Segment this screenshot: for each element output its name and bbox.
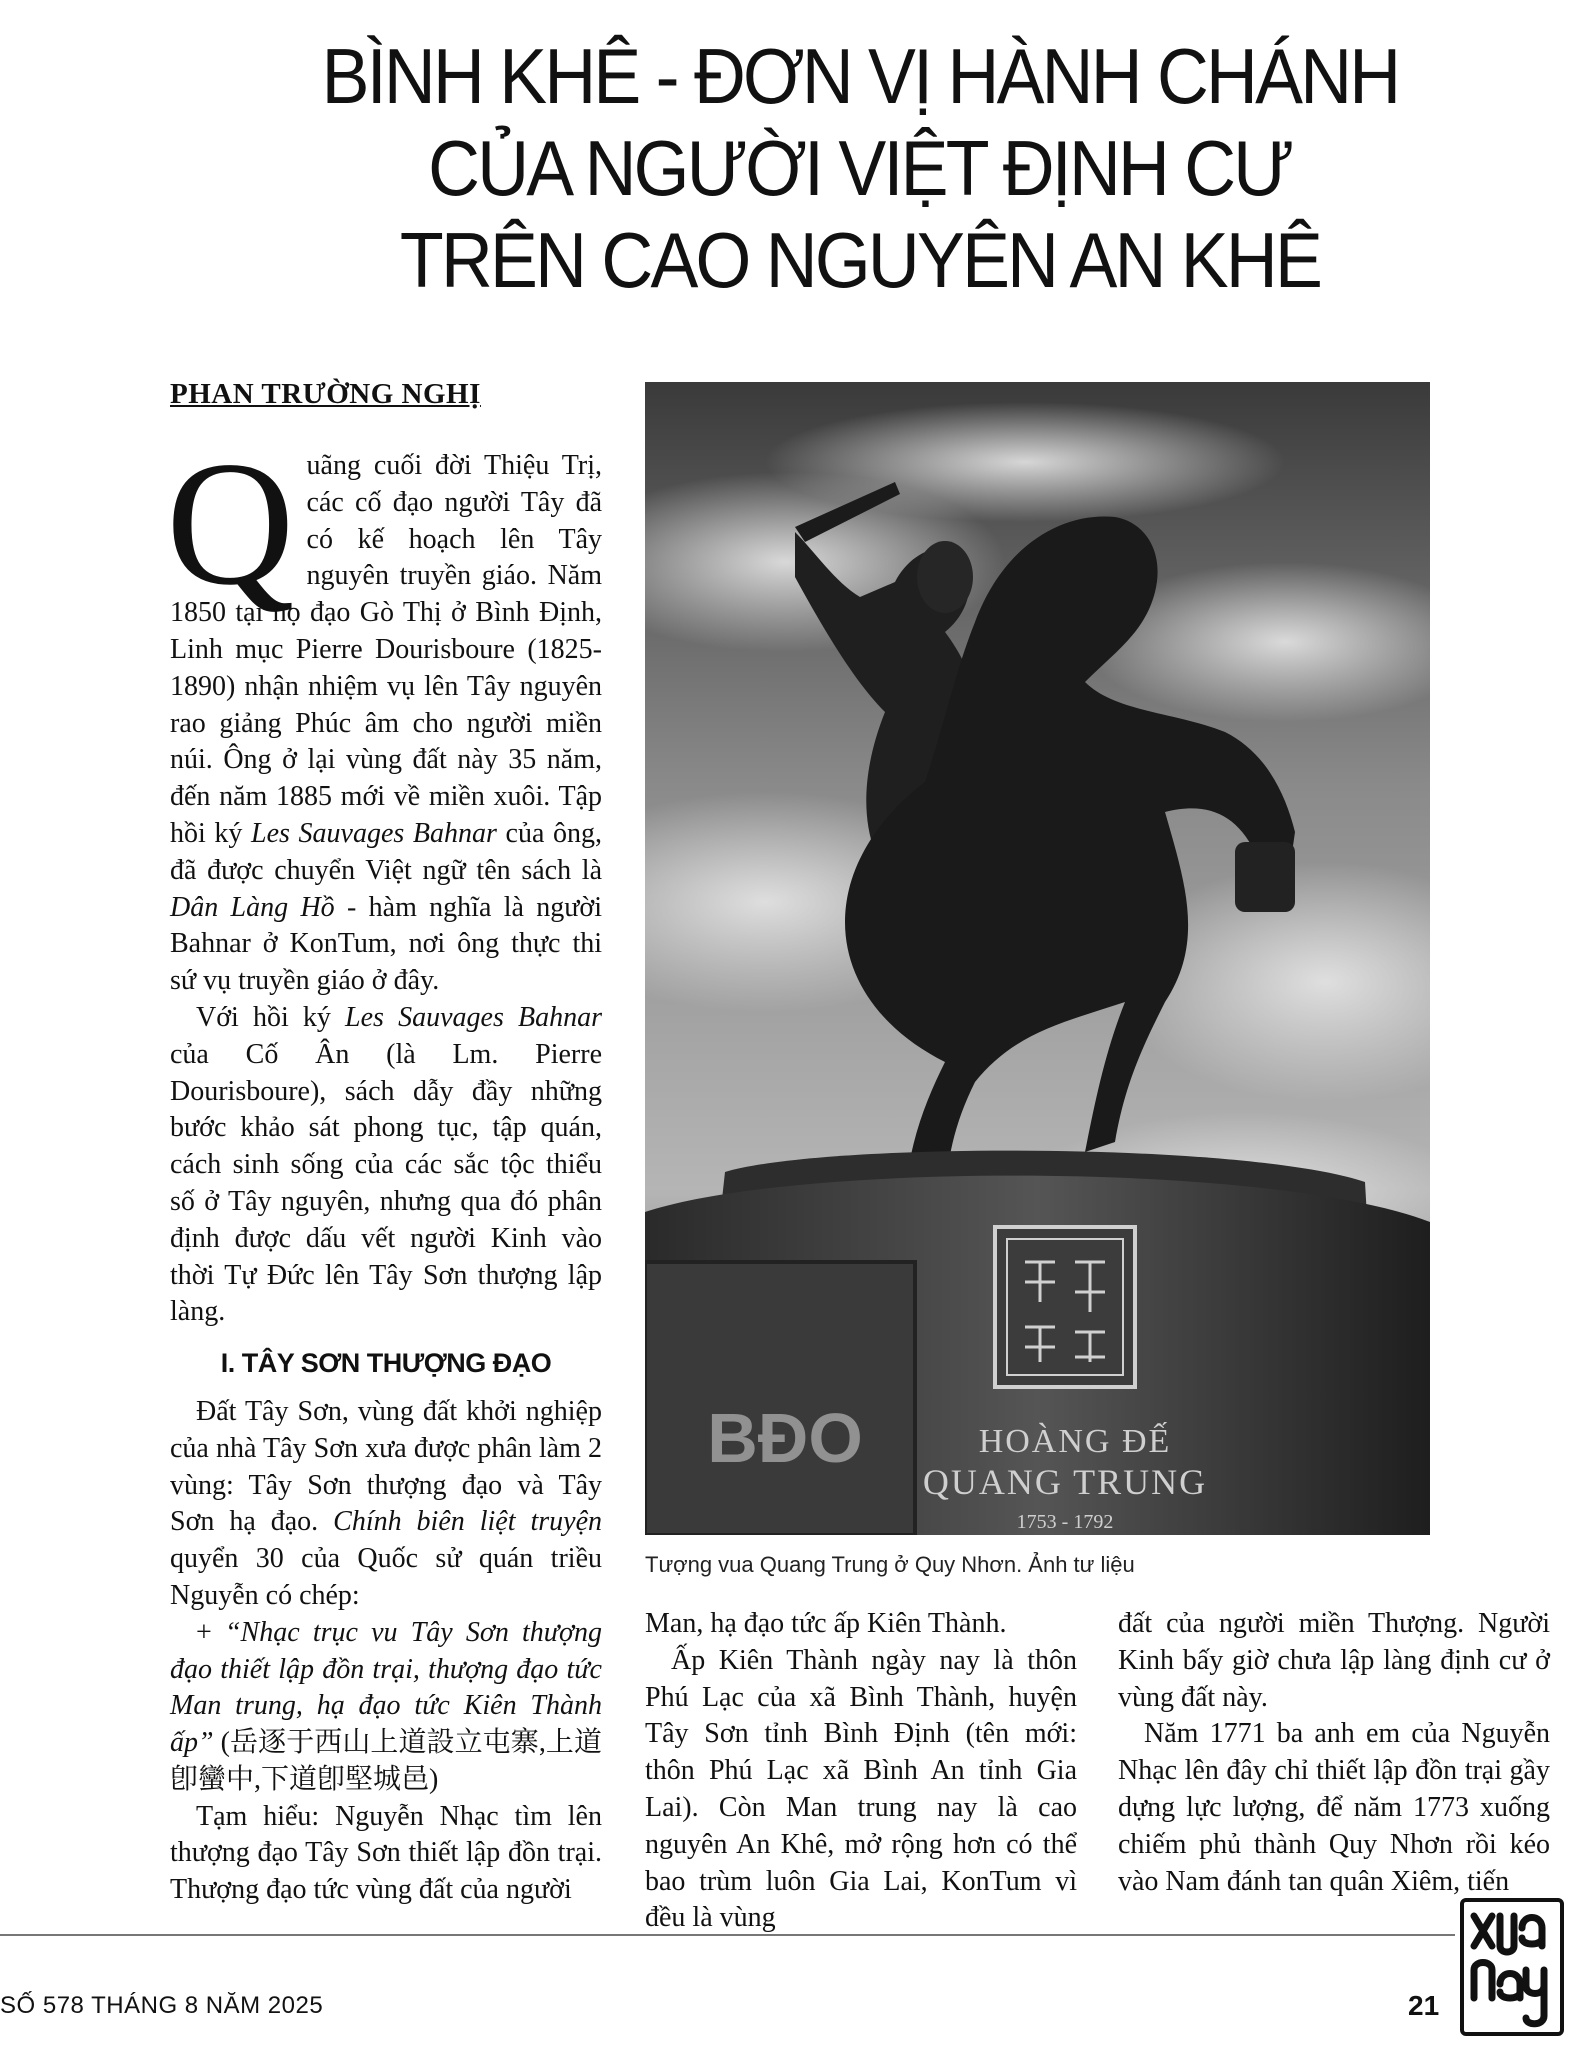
column-1 xyxy=(166,424,602,1909)
magazine-logo-icon xyxy=(1460,1898,1564,2036)
photo-caption: Tượng vua Quang Trung ở Quy Nhơn. Ảnh tư liệu xyxy=(645,1552,1135,1577)
plaque-line-1: HOÀNG ĐẾ xyxy=(978,1423,1172,1460)
title-line-1: BÌNH KHÊ - ĐƠN VỊ HÀNH CHÁNH xyxy=(321,32,1399,120)
article-title xyxy=(290,30,1431,306)
footer-rule xyxy=(0,1934,1455,1936)
col2-paragraph-2: Ấp Kiên Thành ngày nay là thôn Phú Lạc của xã Bình Thành, huyện Tây Sơn tỉnh Bình Định (tên mới: thôn Phú Lạc xã Bình An tỉnh Gia Lai). Còn Man trung nay là cao nguyên An Khê, mở rộng hơn có thể bao trùm luôn Gia Lai, KonTum vì đều là vùng xyxy=(645,1644,1077,1934)
author-byline: PHAN TRƯỜNG NGHỊ xyxy=(170,378,481,410)
paragraph-1: uãng cuối đời Thiệu Trị, các cố đạo người Tây đã có kế hoạch lên Tây nguyên truyền giáo. Năm 1850 tại họ đạo Gò Thị ở Bình Định, Linh mục Pierre Dourisboure (1825-1890) nhận nhiệm vụ lên Tây nguyên rao giảng Phúc âm cho người miền núi. Ông ở lại vùng đất này 35 năm, đến năm 1885 mới về miền xuôi. Tập hồi ký Les Sauvages Bahnar của ông, đã được chuyển Việt ngữ tên sách là Dân Làng Hồ - hàm nghĩa là người Bahnar ở KonTum, nơi ông thực thi sứ vụ truyền giáo ở đây. xyxy=(170,450,602,997)
drop-cap: Q xyxy=(166,424,295,622)
statue-photo xyxy=(645,382,1430,1535)
paragraph-3: Đất Tây Sơn, vùng đất khởi nghiệp của nhà Tây Sơn xưa được phân làm 2 vùng: Tây Sơn thượng đạo và Tây Sơn hạ đạo. Chính biên liệt truyện quyển 30 của Quốc sử quán triều Nguyễn có chép: xyxy=(170,1395,602,1611)
title-line-2: CỦA NGƯỜI VIỆT ĐỊNH CƯ xyxy=(428,124,1292,212)
equestrian-statue-photo-icon xyxy=(645,382,1430,1535)
paragraph-4-quote: + “Nhạc trục vu Tây Sơn thượng đạo thiết lập đồn trại, thượng đạo tức Man trung, hạ đạo tức Kiên Thành ấp” (岳逐于西山上道設立屯寨,上道卽蠻中,下道卽堅城邑) xyxy=(170,1616,602,1795)
page-number: 21 xyxy=(1408,1990,1440,2021)
col3-paragraph-1: đất của người miền Thượng. Người Kinh bấy giờ chưa lập làng định cư ở vùng đất này. xyxy=(1118,1608,1550,1713)
issue-info: SỐ 578 THÁNG 8 NĂM 2025 xyxy=(0,1992,324,2019)
col2-paragraph-1: Man, hạ đạo tức ấp Kiên Thành. xyxy=(645,1608,1007,1639)
column-2 xyxy=(645,1606,1077,1937)
column-3 xyxy=(1118,1606,1550,1900)
plaque-line-2: QUANG TRUNG xyxy=(922,1462,1208,1502)
photo-watermark: BĐO xyxy=(707,1399,863,1477)
col3-paragraph-2: Năm 1771 ba anh em của Nguyễn Nhạc lên đây chỉ thiết lập đồn trại gầy dựng lực lượng, để năm 1773 xuống chiếm phủ thành Quy Nhơn rồi kéo vào Nam đánh tan quân Xiêm, tiến xyxy=(1118,1718,1550,1897)
section-heading: I. TÂY SƠN THƯỢNG ĐẠO xyxy=(220,1348,552,1379)
paragraph-5: Tạm hiểu: Nguyễn Nhạc tìm lên thượng đạo Tây Sơn thiết lập đồn trại. Thượng đạo tức vùng đất của người xyxy=(170,1800,602,1906)
plaque-years: 1753 - 1792 xyxy=(1016,1511,1114,1533)
title-line-3: TRÊN CAO NGUYÊN AN KHÊ xyxy=(399,216,1321,304)
paragraph-2: Với hồi ký Les Sauvages Bahnar của Cố Ân (là Lm. Pierre Dourisboure), sách dẫy đầy những bước khảo sát phong tục, tập quán, cách sinh sống của các sắc tộc thiểu số ở Tây nguyên, nhưng qua đó phân định được dấu vết người Kinh vào thời Tự Đức lên Tây Sơn thượng lập làng. xyxy=(170,1001,602,1328)
